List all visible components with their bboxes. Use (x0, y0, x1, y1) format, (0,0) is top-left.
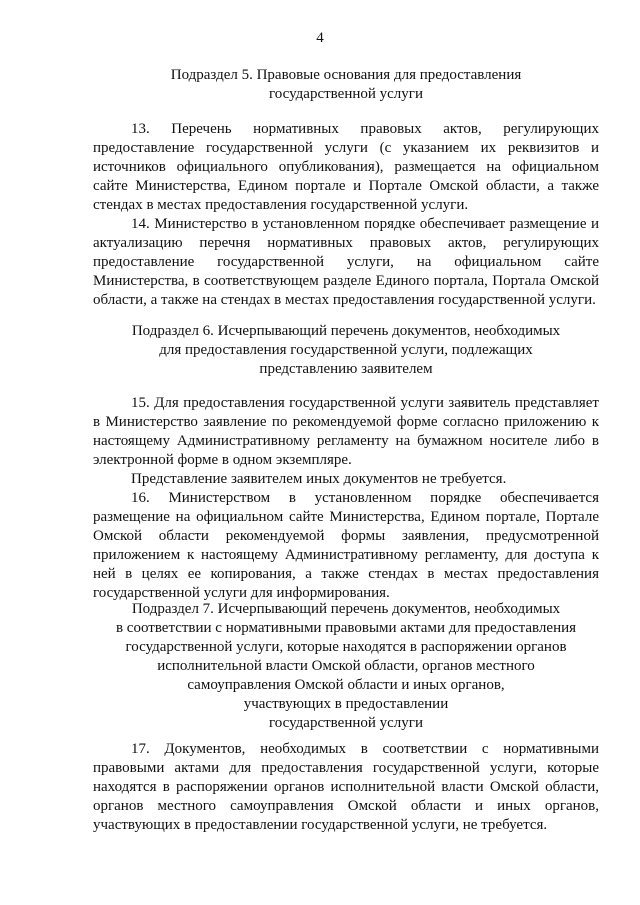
heading-line: для предоставления государственной услуги, подлежащих (159, 342, 533, 358)
paragraph-16: 16. Министерством в установленном порядке обеспечивается размещение на официальном сайте Министерства, Едином портале, Портале Омской области рекомендуемой формы заявления, предусмотренной приложением к настоящему Административному регламенту, для доступа к ней в целях ее копирования, а также стендах в местах предоставления государственной услуги для информирования. (93, 490, 599, 601)
section-5-heading (93, 66, 599, 104)
heading-line: исполнительной власти Омской области, органов местного (157, 658, 535, 674)
section-7-heading (93, 600, 599, 733)
heading-line: государственной услуги (269, 715, 423, 731)
paragraph-17: 17. Документов, необходимых в соответствии с нормативными правовыми актами для предоставления государственной услуги, которые находятся в распоряжении органов исполнительной власти Омской области, органов местного самоуправления Омской области и иных органов, участвующих в предоставлении государственной услуги, не требуется. (93, 741, 599, 833)
paragraph-15: 15. Для предоставления государственной услуги заявитель представляет в Министерство заявление по рекомендуемой форме согласно приложению к настоящему Административному регламенту на бумажном носителе либо в электронной форме в одном экземпляре. (93, 395, 599, 468)
heading-line: государственной услуги, которые находятся в распоряжении органов (125, 639, 567, 655)
heading-line: Подраздел 5. Правовые основания для предоставления (170, 67, 522, 83)
heading-line: Подраздел 6. Исчерпывающий перечень документов, необходимых (131, 323, 561, 339)
paragraph-15-note: Представление заявителем иных документов не требуется. (131, 471, 507, 487)
heading-line: в соответствии с нормативными правовыми актами для предоставления (115, 620, 577, 636)
section-6-heading (93, 322, 599, 379)
section-5-body (93, 120, 599, 310)
heading-line: самоуправления Омской области и иных органов, (187, 677, 505, 693)
section-6-body (93, 394, 599, 603)
heading-line: участвующих в предоставлении (243, 696, 449, 712)
heading-line: представлению заявителем (259, 361, 433, 377)
paragraph-13: 13. Перечень нормативных правовых актов, регулирующих предоставление государственной услуги (с указанием их реквизитов и источников официального опубликования), размещается на официальном сайте Министерства, Едином портале и Портале Омской области, а также стендах в местах предоставления государственной услуги. (93, 121, 599, 213)
section-7-body (93, 740, 599, 835)
heading-line: государственной услуги (269, 86, 423, 102)
heading-line: Подраздел 7. Исчерпывающий перечень документов, необходимых (131, 601, 561, 617)
page-number: 4 (316, 30, 324, 46)
paragraph-14: 14. Министерство в установленном порядке обеспечивает размещение и актуализацию перечня нормативных правовых актов, регулирующих предоставление государственной услуги, на официальном сайте Министерства, в соответствующем разделе Единого портала, Портала Омской области, а также на стендах в местах предоставления государственной услуги. (93, 216, 599, 308)
